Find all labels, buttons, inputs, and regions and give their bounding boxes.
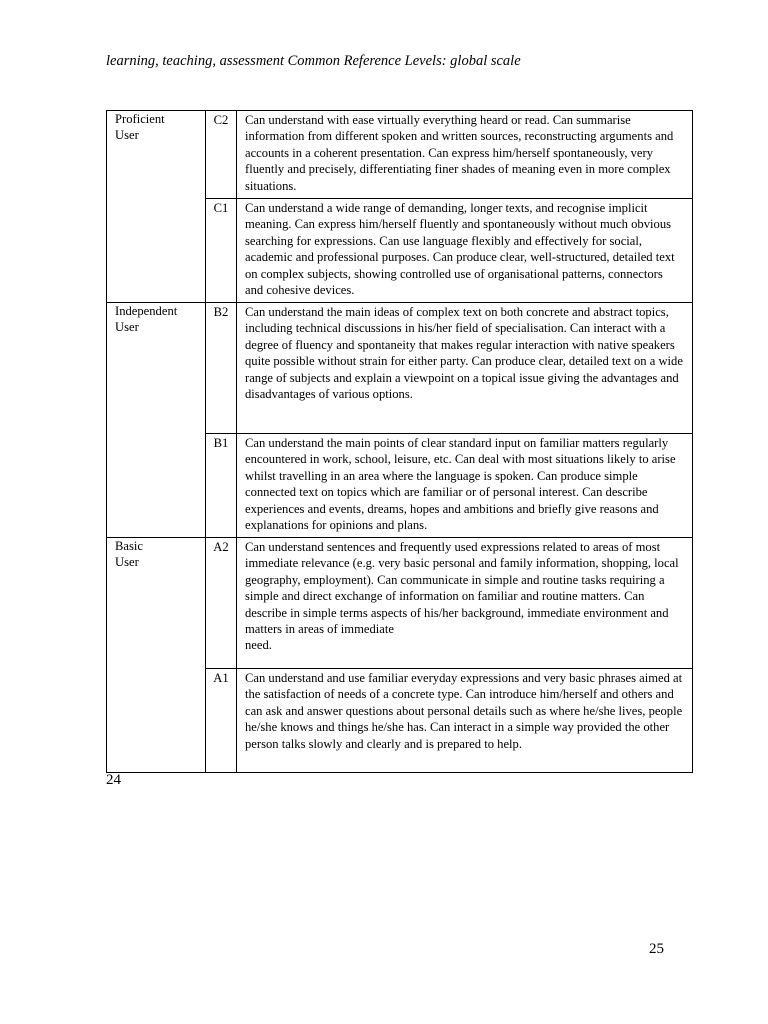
level-description bbox=[237, 303, 693, 434]
level-code: A1 bbox=[206, 669, 237, 773]
level-code: C2 bbox=[206, 111, 237, 199]
group-independent-user bbox=[107, 303, 206, 538]
group-label-line2: User bbox=[115, 128, 139, 143]
group-label-line1: Proficient bbox=[115, 112, 165, 126]
level-description-continuation: disadvantages of various options. bbox=[245, 387, 413, 402]
group-proficient-user bbox=[107, 111, 206, 303]
previous-page-number: 24 bbox=[106, 772, 121, 788]
level-description bbox=[237, 669, 693, 773]
level-description bbox=[237, 111, 693, 199]
group-label-line2: User bbox=[115, 320, 139, 335]
level-code: C1 bbox=[206, 199, 237, 303]
table-row bbox=[107, 303, 693, 434]
level-description-text: Can understand sentences and frequently used expressions related to areas of most immediate relevance (e.g. very basic personal and family information, shopping, local geography, employment). Can communicate in simple and routine tasks requiring a simple and direct exchange of information on familiar and routine matters. Can describe in simple terms aspects of his/her background, immediate environment and matters in areas of immediate bbox=[245, 540, 679, 637]
level-description-text: Can understand with ease virtually everything heard or read. Can summarise information from different spoken and written sources, reconstructing arguments and accounts in a coherent presentation. Can express him/herself spontaneously, very fluently and precisely, differentiating finer shades of meaning even in more complex situations. bbox=[245, 113, 674, 193]
level-description-text: Can understand the main ideas of complex text on both concrete and abstract topics, including technical discussions in his/her field of specialisation. Can interact with a degree of fluency and spontaneity that makes regular interaction with native speakers quite possible without strain for either party. Can produce clear, detailed text on a wide range of subjects and explain a viewpoint on a topical issue giving the advantages and bbox=[245, 305, 683, 385]
level-description-text: Can understand a wide range of demanding, longer texts, and recognise implicit meaning. Can express him/herself fluently and spontaneously without much obvious searching for expressions. Can use language flexibly and effectively for social, academic and professional purposes. Can produce clear, well-structured, detailed text on complex subjects, showing controlled use of organisational patterns, connectors and cohesive devices. bbox=[245, 201, 675, 298]
group-label-line2: User bbox=[115, 555, 139, 570]
page-number: 25 bbox=[649, 941, 664, 957]
group-label-line1: Independent bbox=[115, 304, 178, 318]
level-description-text: Can understand and use familiar everyday expressions and very basic phrases aimed at the satisfaction of needs of a concrete type. Can introduce him/herself and others and can ask and answer questions about personal details such as where he/she lives, people he/she knows and things he/she has. Can interact in a simple way provided the other person talks slowly and clearly and is prepared to help. bbox=[245, 671, 683, 751]
level-description bbox=[237, 434, 693, 538]
level-description bbox=[237, 538, 693, 669]
level-code: A2 bbox=[206, 538, 237, 669]
table-row bbox=[107, 111, 693, 199]
running-head: learning, teaching, assessment Common Reference Levels: global scale bbox=[106, 53, 521, 69]
level-description-text: Can understand the main points of clear standard input on familiar matters regularly encountered in work, school, leisure, etc. Can deal with most situations likely to arise whilst travelling in an area where the language is spoken. Can produce simple connected text on topics which are familiar or of personal interest. Can describe experiences and events, dreams, hopes and ambitions and briefly give reasons and explanations for opinions and plans. bbox=[245, 436, 676, 533]
group-basic-user bbox=[107, 538, 206, 773]
level-description bbox=[237, 199, 693, 303]
level-description-continuation: need. bbox=[245, 638, 272, 653]
table-row bbox=[107, 538, 693, 669]
level-code: B1 bbox=[206, 434, 237, 538]
level-code: B2 bbox=[206, 303, 237, 434]
cefr-global-scale-table bbox=[106, 110, 693, 773]
group-label-line1: Basic bbox=[115, 539, 143, 553]
